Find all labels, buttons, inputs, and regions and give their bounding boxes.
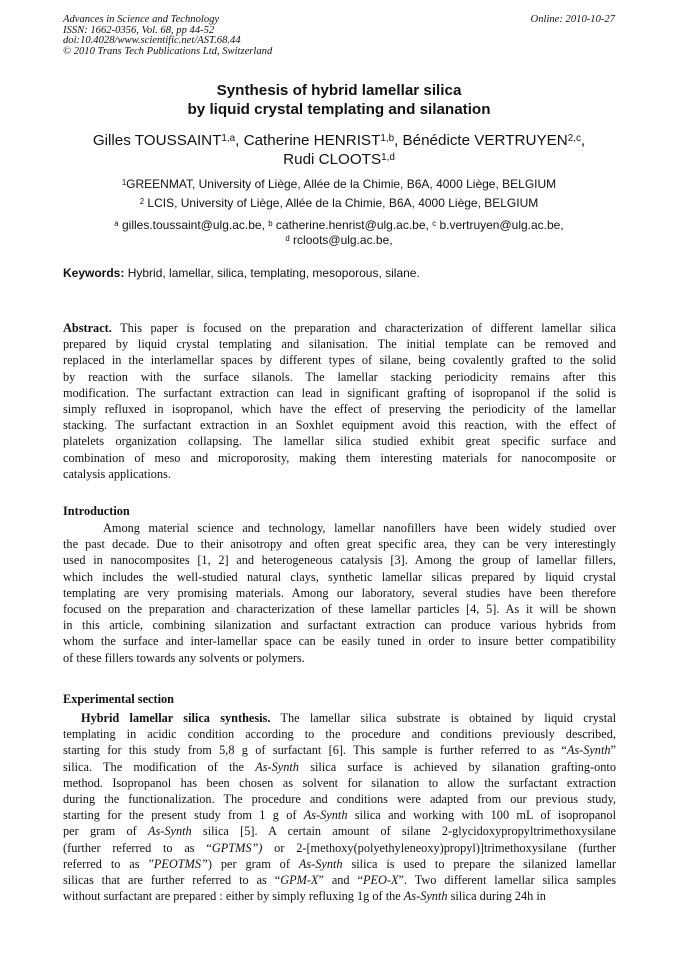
- author-name: Gilles TOUSSAINT: [92, 132, 222, 149]
- header-doi: doi:10.4028/www.scientific.net/AST.68.44: [63, 35, 241, 47]
- author-sup: 1,b: [380, 133, 395, 144]
- email-sup: a: [114, 219, 119, 228]
- italic-run: As-Synth: [298, 856, 343, 871]
- abstract: [63, 320, 616, 482]
- text-line: simply refluxed in isopropanol, which have the effect of preserving the periodicity of the lamellar: [63, 401, 616, 416]
- text-line: [63, 888, 616, 904]
- text-run: silica. The modification of the: [63, 759, 256, 774]
- text-line: whom the surface and inter-lamellar space can be easily tuned in order to insure better compatibility: [63, 634, 616, 649]
- aff-text: GREENMAT, University of Liège, Allée de la Chimie, B6A, 4000 Liège, BELGIUM: [126, 177, 557, 191]
- text-run: ”. Two different lamellar silica samples: [398, 872, 616, 887]
- author-name: Rudi CLOOTS: [283, 151, 382, 168]
- text-line: [63, 742, 616, 758]
- italic-run: As-Synth: [403, 889, 448, 904]
- text-line: focused on the preparation and characterization of these lamellar particles [4, 5]. As it will be shown: [63, 601, 616, 616]
- section-heading: Introduction: [63, 504, 130, 518]
- keywords-text: Hybrid, lamellar, silica, templating, mesoporous, silane.: [124, 266, 420, 280]
- author-sup: 1,a: [221, 133, 236, 144]
- keywords-label: Keywords:: [63, 266, 125, 280]
- italic-run: As-Synth: [303, 808, 348, 823]
- title-line-1: Synthesis of hybrid lamellar silica: [216, 82, 462, 99]
- text-line: used in nanocomposites [1, 2] and heterogeneous catalysis [3]. Among the group of lamellar fillers,: [63, 553, 616, 568]
- bold-run: Abstract.: [63, 321, 112, 335]
- text-line: [63, 807, 616, 823]
- text-line: templating are very promising materials. Among our laboratory, several studies have been therefore: [63, 585, 616, 600]
- aff-text: LCIS, University of Liège, Allée de la Chimie, B6A, 4000 Liège, BELGIUM: [144, 196, 539, 210]
- affiliation-1: [0, 177, 678, 192]
- email-sup: b: [268, 219, 273, 228]
- email-sup: c: [432, 219, 437, 228]
- header-journal: Advances in Science and Technology: [63, 14, 220, 25]
- text-line: in this article, combining silanization and surfactant extraction can produce various hybrids from: [63, 618, 616, 633]
- email-sup: d: [285, 234, 290, 243]
- bold-run: Hybrid lamellar silica synthesis.: [81, 711, 271, 725]
- italic-run: As-Synth: [147, 824, 192, 839]
- italic-run: GPM-X: [280, 872, 319, 887]
- text-run: The lamellar silica substrate is obtained by liquid crystal: [270, 711, 616, 725]
- text-line: stacking. The surfactant extraction in an Soxhlet equipment avoid this reaction, with the effect of: [63, 418, 616, 433]
- text-run: silicas that are further referred to as “: [63, 872, 281, 887]
- text-line: [63, 320, 616, 336]
- text-line: catalysis applications.: [63, 466, 171, 481]
- text-line: combination of meso and microporosity, making them interesting materials for nanocomposite or: [63, 450, 616, 465]
- text-line: platelets organization collapsing. The lamellar silica studied exhibit great specific surface and: [63, 434, 616, 449]
- text-line: [63, 710, 616, 726]
- text-run: silica surface is achieved by silanation grafting-onto: [298, 759, 616, 774]
- header-issn: ISSN: 1662-0356, Vol. 68, pp 44-52: [63, 24, 215, 36]
- italic-run: GPTMS”): [211, 840, 263, 855]
- text-run: starting for the present study from 1 g of: [63, 808, 304, 823]
- text-line: which includes the well-studied natural clays, synthetic lamellar silicas prepared by liquid crystal: [63, 569, 616, 584]
- text-run: ”: [610, 743, 616, 758]
- header-copyright: © 2010 Trans Tech Publications Ltd, Switzerland: [63, 45, 273, 57]
- text-run: silica is used to prepare the silanized lamellar: [342, 856, 616, 871]
- text-run: referred to as ”: [63, 856, 154, 871]
- introduction-paragraph: [63, 520, 616, 666]
- author-list: [0, 131, 678, 169]
- text-run: ) per gram of: [207, 856, 299, 871]
- text-run: silica [5]. A certain amount of silane 2-glycidoxypropyltrimethoxysilane: [191, 824, 617, 839]
- online-date: Online: 2010-10-27: [530, 14, 615, 25]
- text-line: of these fillers towards any solvents or polymers.: [63, 650, 305, 665]
- aff-sup: 2: [139, 197, 145, 206]
- author-sup: 1,d: [381, 152, 395, 163]
- text-line: during the functionalization. The procedure and conditions were adapted from our previous study,: [63, 791, 616, 806]
- italic-run: PEO-X: [362, 872, 399, 887]
- text-line: templating in acidic condition according to the procedure and conditions previously described,: [63, 727, 616, 742]
- separator: ,: [235, 132, 244, 149]
- text-line: [63, 840, 616, 856]
- text-run: This paper is focused on the preparation and characterization of different lamellar silica: [111, 321, 616, 335]
- text-line: replaced in the interlamellar spaces by different types of silane, being covalently grafted to the solid: [63, 353, 616, 368]
- italic-run: As-Synth: [566, 743, 611, 758]
- paper-title: [0, 81, 678, 119]
- text-line: method. Isopropanol has been chosen as solvent for silanation to allow the surfactant extraction: [63, 775, 616, 790]
- text-line: [63, 872, 616, 888]
- text-line: [63, 823, 616, 839]
- email: gilles.toussaint@ulg.ac.be,: [118, 218, 269, 232]
- text-line: [63, 759, 616, 775]
- text-run: silica during 24h in: [447, 889, 546, 904]
- text-run: per gram of: [63, 824, 148, 839]
- experimental-paragraph: [63, 710, 616, 904]
- email: rcloots@ulg.ac.be,: [289, 233, 393, 247]
- text-run: or 2-[methoxy(polyethyleneoxy)propyl)]trimethoxysilane (further: [262, 840, 616, 855]
- introduction-section: [63, 502, 616, 666]
- author-sup: 2,c: [567, 133, 581, 144]
- text-run: silica and working with 100 mL of isopropanol: [347, 808, 616, 823]
- text-line: modification. The surfactant extraction can lead in significant grafting of isopropanol if the solid is: [63, 385, 616, 400]
- email-list: [0, 218, 678, 248]
- aff-sup: 1: [121, 178, 127, 187]
- keywords: [63, 266, 420, 280]
- text-line: by reaction with the surface silanols. The lamellar stacking periodicity remains after this: [63, 369, 616, 384]
- journal-header: [63, 15, 272, 57]
- separator: ,: [580, 132, 586, 149]
- title-line-2: by liquid crystal templating and silanation: [187, 101, 491, 118]
- affiliation-2: [0, 196, 678, 211]
- text-run: starting for this study from 5,8 g of surfactant [6]. This sample is further referred to as “: [63, 743, 567, 758]
- text-line: the past decade. Due to their anisotropy and often great specific area, they can be very interestingly: [63, 537, 616, 552]
- text-line: [63, 856, 616, 872]
- author-name: Bénédicte VERTRUYEN: [402, 132, 568, 149]
- text-line: prepared by liquid crystal templating and silanisation. The initial template can be removed and: [63, 337, 616, 352]
- email: b.vertruyen@ulg.ac.be,: [436, 218, 564, 232]
- separator: ,: [394, 132, 403, 149]
- text-run: without surfactant are prepared : either by simply refluxing 1g of the: [63, 889, 404, 904]
- text-run: (further referred to as “: [63, 840, 212, 855]
- text-line: Among material science and technology, lamellar nanofillers have been widely studied over: [103, 521, 616, 535]
- email: catherine.henrist@ulg.ac.be,: [272, 218, 433, 232]
- italic-run: As-Synth: [255, 759, 299, 774]
- text-run: ” and “: [318, 872, 363, 887]
- italic-run: PEOTMS”: [153, 856, 208, 871]
- author-name: Catherine HENRIST: [243, 132, 381, 149]
- experimental-section: [63, 690, 616, 904]
- section-heading: Experimental section: [63, 692, 174, 706]
